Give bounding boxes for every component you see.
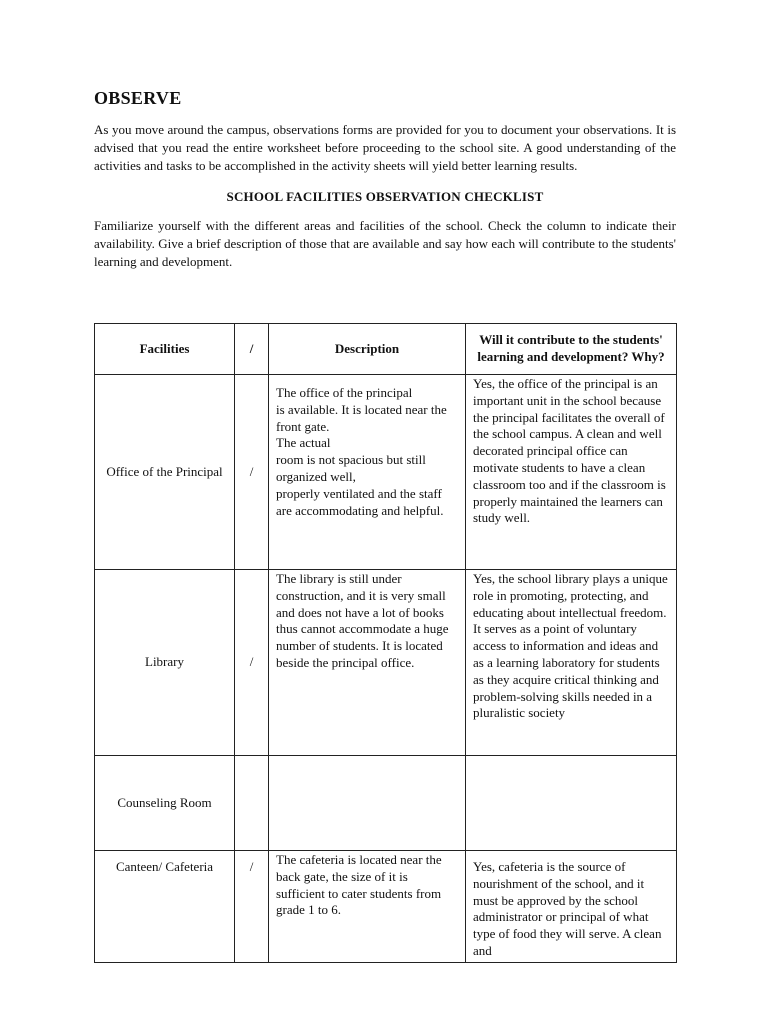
facility-cell: Office of the Principal	[95, 375, 235, 570]
contribution-cell: Yes, the school library plays a unique role in promoting, protecting, and educating about intellectual freedom. It serves as a point of voluntary access to information and ideas and as a learning laboratory for students as they acquire critical thinking and problem-solving skills needed in a pluralistic society	[466, 570, 677, 756]
header-facilities: Facilities	[95, 324, 235, 375]
instructions-paragraph: Familiarize yourself with the different areas and facilities of the school. Check the column to indicate their availability. Give a brief description of those that are available and say how each will contribute to the students' learning and development.	[94, 218, 676, 269]
description-line: is available. It is located near the front gate.	[276, 401, 447, 434]
header-description: Description	[269, 324, 466, 375]
table-row	[95, 756, 677, 851]
header-check: /	[235, 324, 269, 375]
worksheet-page	[94, 88, 676, 271]
description-cell	[269, 756, 466, 851]
contribution-cell	[466, 756, 677, 851]
description-line: The actual	[276, 435, 331, 451]
availability-check-cell	[235, 756, 269, 851]
facility-cell: Canteen/ Cafeteria	[95, 851, 235, 963]
description-line: The office of the principal	[276, 385, 413, 400]
facility-cell: Counseling Room	[95, 756, 235, 851]
description-cell: The library is still under construction, and it is very small and does not have a lot of books thus cannot accommodate a huge number of students. It is located beside the principal office.	[269, 570, 466, 756]
availability-check-cell: /	[235, 570, 269, 756]
facility-cell: Library	[95, 570, 235, 756]
section-heading: OBSERVE	[94, 88, 182, 108]
table-row	[95, 375, 677, 570]
description-line: properly ventilated and the staff are accommodating and helpful.	[276, 485, 444, 518]
table-header-row	[95, 324, 677, 375]
table-row	[95, 851, 677, 963]
description-cell	[269, 375, 466, 570]
contribution-cell: Yes, cafeteria is the source of nourishment of the school, and it must be approved by the school administrator or principal of what type of food they will serve. A clean and	[466, 851, 677, 963]
contribution-cell: Yes, the office of the principal is an important unit in the school because the principal facilitates the overall of the school campus. A clean and well decorated principal office can motivate students to have a clean classroom too and if the classroom is properly maintained the learners can study well.	[466, 375, 677, 570]
description-line: room is not spacious but still organized well,	[276, 452, 426, 484]
facilities-checklist-table	[94, 323, 677, 963]
table-row	[95, 570, 677, 756]
checklist-title: SCHOOL FACILITIES OBSERVATION CHECKLIST	[226, 189, 544, 204]
availability-check-cell: /	[235, 375, 269, 570]
description-cell: The cafeteria is located near the back gate, the size of it is sufficient to cater students from grade 1 to 6.	[269, 851, 466, 963]
intro-paragraph: As you move around the campus, observations forms are provided for you to document your observations. It is advised that you read the entire worksheet before proceeding to the school site. A good understanding of the activities and tasks to be accomplished in the activity sheets will yield better learning results.	[94, 122, 676, 173]
availability-check-cell: /	[235, 851, 269, 963]
header-contribution: Will it contribute to the students' learning and development? Why?	[466, 324, 677, 375]
